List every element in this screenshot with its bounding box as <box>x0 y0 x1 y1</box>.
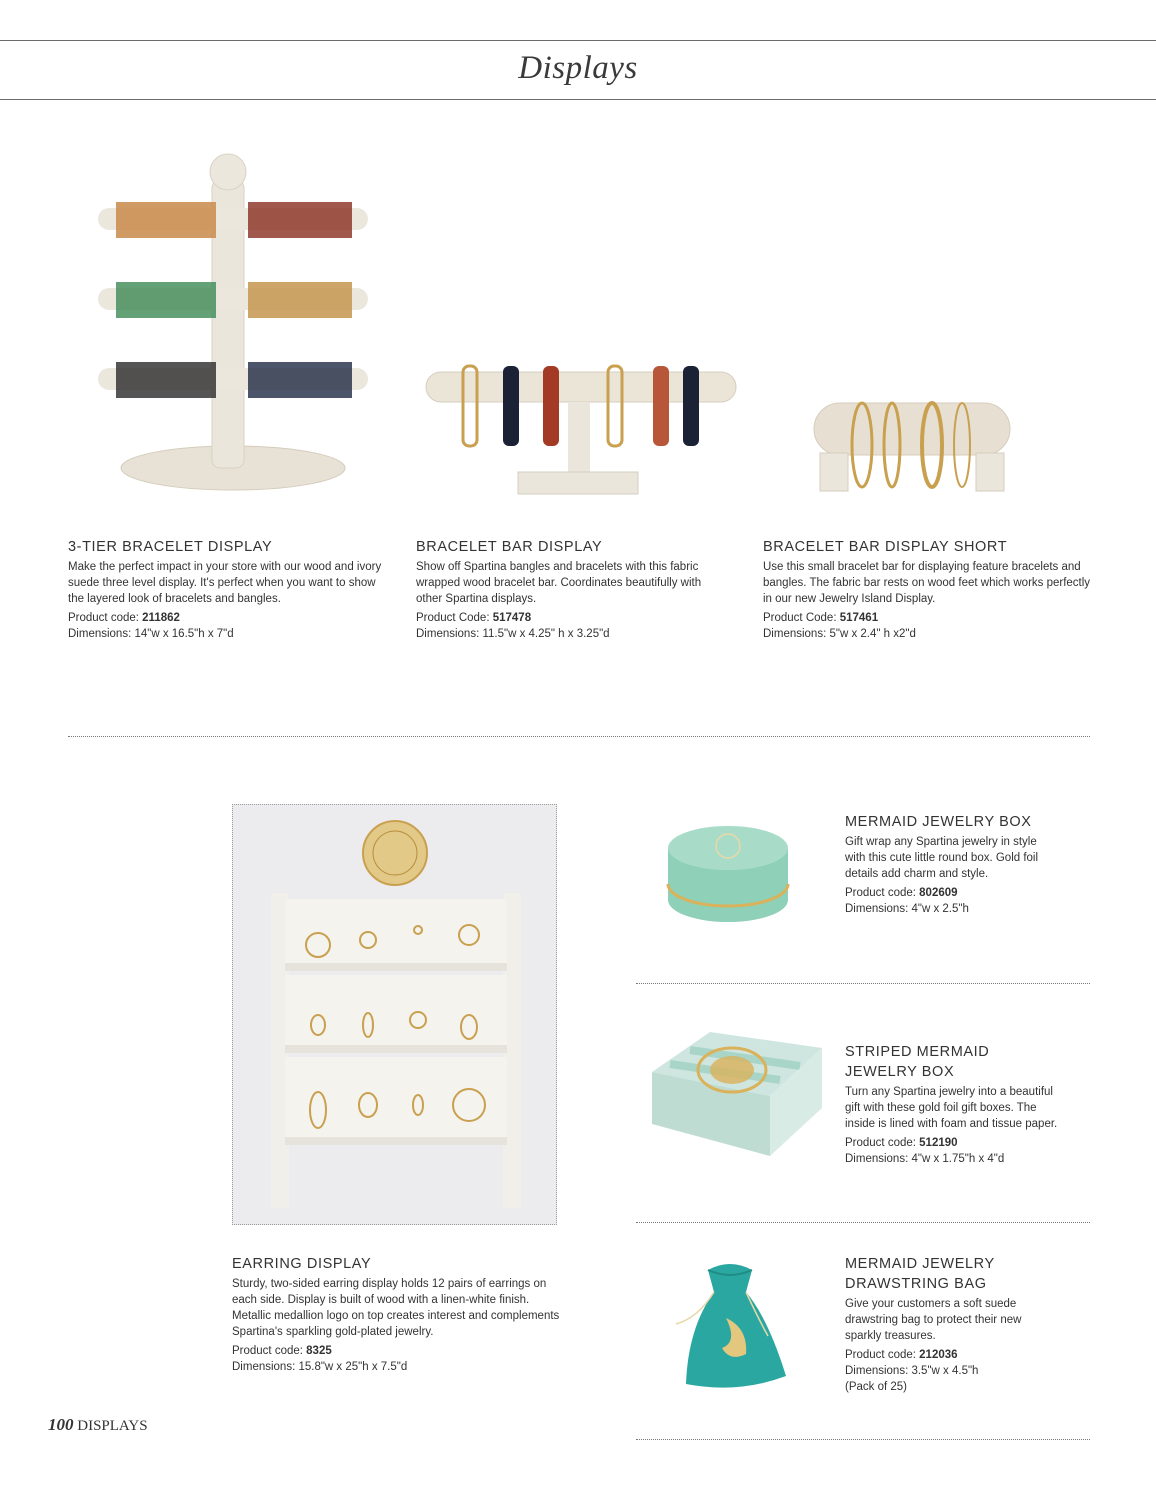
product-name: BRACELET BAR DISPLAY SHORT <box>763 539 1008 555</box>
product-name: MERMAID JEWELRY BOX <box>845 814 1032 830</box>
header-top-rule <box>0 40 1156 41</box>
product-name: BRACELET BAR DISPLAY <box>416 539 603 555</box>
section-divider <box>68 736 1090 737</box>
product-dimensions: Dimensions: 3.5"w x 4.5"h <box>845 1365 979 1377</box>
product-code: Product Code: 517461 <box>763 612 879 624</box>
product-dimensions: Dimensions: 15.8"w x 25"h x 7.5"d <box>232 1361 408 1373</box>
product-description: Gift wrap any Spartina jewelry in style with this cute little round box. Gold foil details add charm and style. <box>845 836 1039 880</box>
product-description: Make the perfect impact in your store with our wood and ivory suede three level display. It's perfect when you want to show the layered look of bracelets and bangles. <box>68 561 382 605</box>
product-mermaid-drawstring-bag <box>845 1254 1060 1395</box>
product-description: Give your customers a soft suede drawstring bag to protect their new sparkly treasures. <box>845 1298 1022 1342</box>
product-dimensions: Dimensions: 11.5"w x 4.25" h x 3.25"d <box>416 628 610 640</box>
product-bracelet-bar-display <box>416 537 706 642</box>
product-bracelet-bar-display-short <box>763 537 1093 642</box>
product-code: Product code: 211862 <box>68 612 180 624</box>
section-divider <box>636 1439 1090 1440</box>
product-code: Product code: 212036 <box>845 1349 958 1361</box>
product-dimensions: Dimensions: 5"w x 2.4" h x2"d <box>763 628 916 640</box>
product-name: STRIPED MERMAID JEWELRY BOX <box>845 1044 990 1080</box>
page-number: 100 <box>48 1415 74 1434</box>
product-code: Product code: 512190 <box>845 1137 958 1149</box>
product-description: Use this small bracelet bar for displaying feature bracelets and bangles. The fabric bar rests on wood feet which works perfectly in our new Jewelry Island Display. <box>763 561 1091 605</box>
mermaid-drawstring-bag-image <box>668 1258 793 1398</box>
section-divider <box>636 983 1090 984</box>
product-description: Sturdy, two-sided earring display holds 12 pairs of earrings on each side. Display is built of wood with a linen-white finish. Metallic medallion logo on top creates interest and complements Spartina's sparkling gold-plated jewelry. <box>232 1278 560 1338</box>
product-code: Product code: 802609 <box>845 887 958 899</box>
page-footer <box>48 1415 148 1435</box>
header-bottom-rule <box>0 99 1156 100</box>
mermaid-jewelry-box-image <box>658 818 798 928</box>
product-code: Product code: 8325 <box>232 1345 332 1357</box>
product-mermaid-jewelry-box <box>845 812 1060 917</box>
product-dimensions: Dimensions: 4"w x 2.5"h <box>845 903 969 915</box>
product-dimensions: Dimensions: 4"w x 1.75"h x 4"d <box>845 1153 1005 1165</box>
product-name: 3-TIER BRACELET DISPLAY <box>68 539 273 555</box>
product-code: Product Code: 517478 <box>416 612 532 624</box>
earring-display-image <box>232 804 557 1225</box>
bracelet-bar-short-image <box>812 395 1012 495</box>
product-three-tier-bracelet-display <box>68 537 393 642</box>
product-name: MERMAID JEWELRY DRAWSTRING BAG <box>845 1256 995 1292</box>
page-title: Displays <box>518 50 638 86</box>
product-description: Turn any Spartina jewelry into a beautiful gift with these gold foil gift boxes. The inside is lined with foam and tissue paper. <box>845 1086 1058 1130</box>
striped-mermaid-jewelry-box-image <box>650 1024 825 1164</box>
product-name: EARRING DISPLAY <box>232 1256 372 1272</box>
product-dimensions: Dimensions: 14"w x 16.5"h x 7"d <box>68 628 234 640</box>
three-tier-bracelet-display-image <box>88 150 378 495</box>
footer-section-name: DISPLAYS <box>77 1418 148 1434</box>
section-divider <box>636 1222 1090 1223</box>
product-striped-mermaid-jewelry-box <box>845 1042 1060 1167</box>
bracelet-bar-display-image <box>408 358 748 508</box>
product-pack-size: (Pack of 25) <box>845 1381 907 1393</box>
product-description: Show off Spartina bangles and bracelets with this fabric wrapped wood bracelet bar. Coordinates beautifully with other Spartina displays. <box>416 561 702 605</box>
product-earring-display <box>232 1254 562 1375</box>
